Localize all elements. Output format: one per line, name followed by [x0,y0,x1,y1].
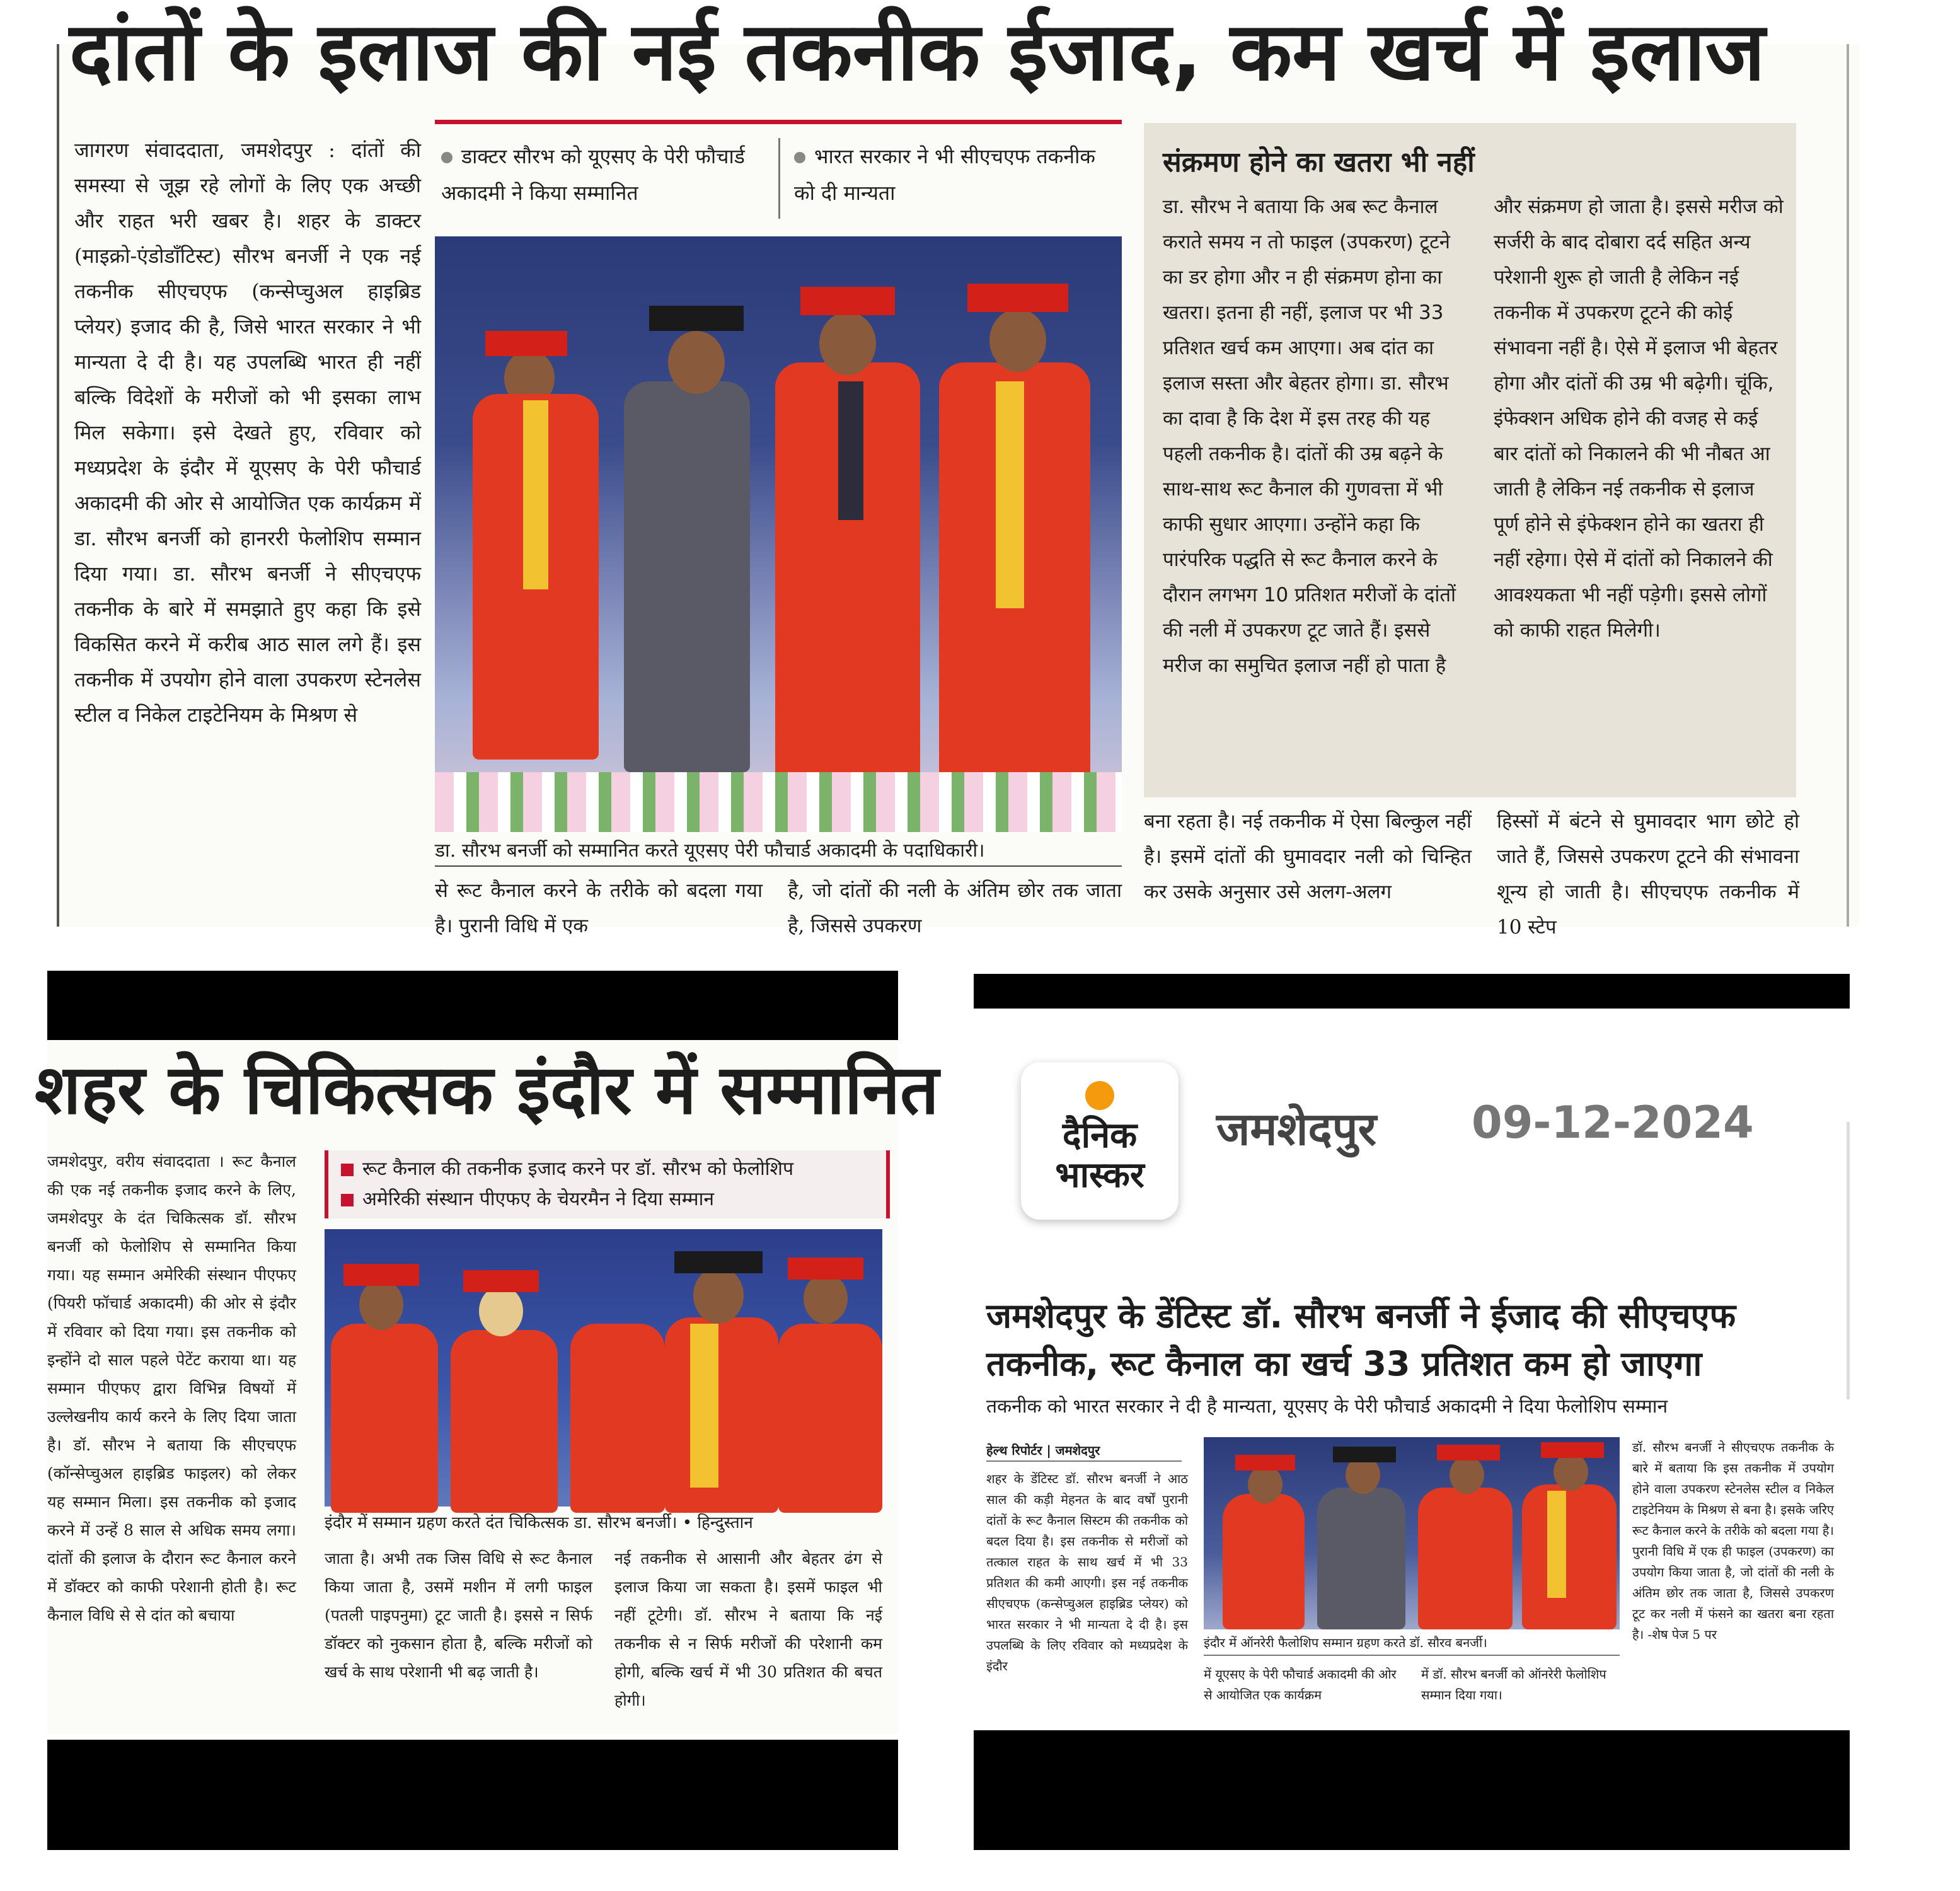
bottom-col-3: बना रहता है। नई तकनीक में ऐसा बिल्कुल नहीं है। इसमें दांतों की घुमावदार नली को चिन्हित कर उसके अनुसार उसे अलग-अलग [1144,810,1472,903]
ceremony-photo-2 [325,1229,882,1506]
logo-line-2: भास्कर [1055,1155,1144,1196]
right-edge-shadow [1847,1122,1850,1399]
bullets-box [325,1150,890,1218]
ceremony-photo-1 [435,236,1122,832]
caption-rule [435,865,1122,867]
article-column-2: जाता है। अभी तक जिस विधि से रूट कैनाल किया जाता है, उसमें मशीन में लगी फाइल (पतली पाइपनुमा) टूट जाती है। इससे न सिर्फ डॉक्टर को नुकसान होता है, बल्कि मरीजों को खर्च के साथ परेशानी भी बढ़ जाती है। [325,1549,592,1681]
sidebar-col-1: डा. सौरभ ने बताया कि अब रूट कैनाल कराते समय न तो फाइल (उपकरण) टूटने का डर होगा और न ही संक्रमण होना का खतरा। इतना ही नहीं, इलाज पर भी 33 प्रतिशत खर्च कम आएगा। अब दांत का इलाज सस्ता और बेहतर होगा। डा. सौरभ का दावा है कि देश में इस तरह की यह पहली तकनीक है। दांतों की उम्र बढ़ने के साथ-साथ रूट कैनाल की गुणवत्ता में भी काफी सुधार आएगा। उन्होंने कहा कि पारंपरिक पद्धति से रूट कैनाल करने के दौरान लगभग 10 प्रतिशत मरीजों के दांतों की नली में उपकरण टूट जाते हैं। इससे मरीज का समुचित इलाज नहीं हो पाता है [1163,195,1456,677]
clipping-hindustan [35,1040,939,1733]
headline: शहर के चिकित्सक इंदौर में सम्मानित [35,1051,939,1130]
photo-1-caption: डा. सौरभ बनर्जी को सम्मानित करते यूएसए पेरी फौचार्ड अकादमी के पदाधिकारी। [435,840,985,862]
square-bullet-icon [341,1164,354,1176]
black-band-bottom-right [974,1730,1850,1850]
highlight-2-text: भारत सरकार ने भी सीएचएफ तकनीक को दी मान्यता [794,144,1095,205]
subhead: तकनीक को भारत सरकार ने दी है मान्यता, यूएसए के पेरी फौचार्ड अकादमी ने दिया फेलोशिप सम्मान [986,1396,1668,1418]
highlight-1-text: डाक्टर सौरभ को यूएसए के पेरी फौचार्ड अकादमी ने किया सम्मानित [441,144,745,205]
bhaskar-logo [1021,1062,1179,1220]
black-band-bottom-left [47,1740,898,1850]
below-photo-col-a: से रूट कैनाल करने के तरीके को बदला गया है। पुरानी विधि में एक [435,879,763,937]
headline: जमशेदपुर के डेंटिस्ट डॉ. सौरभ बनर्जी ने ईजाद की सीएचएफ तकनीक, रूट कैनाल का खर्च 33 प्रतिशत कम हो जाएगा [986,1296,1736,1384]
divider [778,138,780,219]
caption-rule [1204,1655,1620,1656]
city-label: जमशेदपुर [1216,1102,1377,1155]
ceremony-photo-3 [1204,1437,1620,1629]
clipping-jagran [57,5,1859,939]
highlight-1 [441,138,769,211]
below-photo-col-b: है, जो दांतों की नली के अंतिम छोर तक जाता है, जिससे उपकरण [788,879,1122,937]
bullet-icon [441,152,453,163]
date-label: 09-12-2024 [1472,1097,1754,1148]
headline-partial: दांतों के इलाज की नई तकनीक ईजाद, कम खर्च में इलाज [69,5,1765,99]
sidebar-col-2: और संक्रमण हो जाता है। इससे मरीज को सर्जरी के बाद दोबारा दर्द सहित अन्य परेशानी शुरू हो जाती है लेकिन नई तकनीक में उपकरण टूटने की कोई संभावना नहीं है। ऐसे में इलाज भी बेहतर होगा और दांतों की उम्र भी बढ़ेगी। चूंकि, इंफेक्शन अधिक होने की वजह से कई बार दांतों को निकालने की भी नौबत आ जाती है लेकिन नई तकनीक से इलाज पूर्ण होने से इंफेक्शन होने का खतरा ही नहीं रहेगा। ऐसे में दांतों को निकालने की आवश्यकता भी नहीं पड़ेगी। इससे लोगों को काफी राहत मिलेगी। [1494,195,1784,642]
square-bullet-icon [341,1194,354,1206]
bullet-2 [341,1186,714,1213]
article-column-1: जमशेदपुर, वरीय संवाददाता । रूट कैनाल की एक नई तकनीक इजाद करने के लिए, जमशेदपुर के दंत चिकित्सक डॉ. सौरभ बनर्जी को फेलोशिप से सम्मानित किया गया। यह सम्मान अमेरिकी संस्थान पीएफए (पियरी फॉचार्ड अकादमी) की ओर से इंदौर में रविवार को दिया गया। इस तकनीक को इन्होंने दो साल पहले पेटेंट कराया था। यह सम्मान पीएफए द्वारा विभिन्न विषयों में उल्लेखनीय कार्य करने के लिए दिया जाता है। डॉ. सौरभ ने बताया कि सीएचएफ (कॉन्सेप्चुअल हाइब्रिड फाइलर) को लेकर यह सम्मान मिला। इस तकनीक को इजाद करने में उन्हें 8 साल से अधिक समय लगा। दांतों की इलाज के दौरान रूट कैनाल करने में डॉक्टर को काफी परेशानी होती है। रूट कैनाल विधि से से दांत को बचाया [47,1152,296,1624]
byline: हेल्थ रिपोर्टर | जमशेदपुर [986,1440,1182,1462]
bottom-col-4: हिस्सों में बंटने से घुमावदार भाग छोटे हो जाते हैं, जिससे उपकरण टूटने की संभावना शून्य हो जाती है। सीएचएफ तकनीक में 10 स्टेप [1497,810,1799,939]
black-band-top-left [47,971,898,1040]
below-photo-b: में डॉ. सौरभ बनर्जी को ऑनरेरी फेलोशिप सम्मान दिया गया। [1421,1667,1606,1703]
article-column-3: डॉ. सौरभ बनर्जी ने सीएचएफ तकनीक के बारे में बताया कि इस तकनीक में उपयोग होने वाला उपकरण स्टेनलेस स्टील व निकेल टाइटेनियम के मिश्रण से बना है। इसके जरिए रूट कैनाल करने के तरीके को बदला गया है। पुरानी विधि में एक ही फाइल (उपकरण) का उपयोग किया जाता है, जो दांतों की नली के अंतिम छोर तक जाता है, जिससे उपकरण टूट कर नली में फंसने का खतरा बना रहता है। -शेष पेज 5 पर [1632,1440,1834,1642]
right-rule [1847,44,1849,927]
article-column-3: नई तकनीक से आसानी और बेहतर ढंग से इलाज किया जा सकता है। इसमें फाइल भी नहीं टूटेगी। डॉ. सौरभ ने बताया कि नई तकनीक से न सिर्फ मरीजों की परेशानी कम होगी, बल्कि खर्च में भी 30 प्रतिशत की बचत होगी। [614,1549,882,1709]
article-column-1: जागरण संवाददाता, जमशेदपुर : दांतों की समस्या से जूझ रहे लोगों के लिए एक अच्छी और राहत भरी खबर है। शहर के डाक्टर (माइक्रो-एंडोडॉंटिस्ट) सौरभ बनर्जी ने एक नई तकनीक सीएचएफ (कन्सेप्चुअल हाइब्रिड प्लेयर) इजाद की है, जिसे भारत सरकार ने भी मान्यता दे दी है। यह उपलब्धि भारत ही नहीं बल्कि विदेशों के मरीजों को भी इसका लाभ मिल सकेगा। इसे देखते हुए, रविवार को मध्यप्रदेश के इंदौर में यूएसए के पेरी फौचार्ड अकादमी की ओर से आयोजित एक कार्यक्रम में डा. सौरभ बनर्जी को हानररी फेलोशिप सम्मान दिया गया। डा. सौरभ बनर्जी ने सीएचएफ तकनीक के बारे में समझाते हुए कहा कि इसे विकसित करने में करीब आठ साल लगे हैं। इस तकनीक में उपयोग होने वाला उपकरण स्टेनलेस स्टील व निकेल टाइटेनियम के मिश्रण से [74,138,421,727]
bullet-icon [794,152,805,163]
highlight-box [435,120,1122,241]
bullet-2-text: अमेरिकी संस्थान पीएफए के चेयरमैन ने दिया सम्मान [362,1188,715,1210]
article-column-1: शहर के डेंटिस्ट डॉ. सौरभ बनर्जी ने आठ साल की कड़ी मेहनत के बाद वर्षों पुरानी दांतों के रूट कैनाल सिस्टम की तकनीक को बदल दिया है। इस तकनीक से मरीजों को तत्काल राहत के साथ खर्च में भी 33 प्रतिशत की कमी आएगी। इस नई तकनीक सीएचएफ (कन्सेप्चुअल हाइब्रिड प्लेयर) को भारत सरकार ने भी मान्यता दे दी है। इस उपलब्धि के लिए रविवार को मध्यप्रदेश के इंदौर [986,1471,1188,1674]
photo-2-caption: इंदौर में सम्मान ग्रहण करते दंत चिकित्सक डा. सौरभ बनर्जी। • हिन्दुस्तान [325,1513,753,1532]
highlight-2 [794,138,1109,211]
logo-line-1: दैनिक [1062,1115,1138,1156]
sun-icon [1085,1081,1114,1110]
below-photo-a: में यूएसए के पेरी फौचार्ड अकादमी की ओर से आयोजित एक कार्यक्रम [1204,1667,1397,1703]
bullet-1 [341,1155,793,1183]
black-band-top-right [974,974,1850,1009]
sidebar-box [1144,123,1796,797]
bullet-1-text: रूट कैनाल की तकनीक इजाद करने पर डॉ. सौरभ को फेलोशिप [362,1158,793,1180]
clipping-bhaskar [974,1009,1850,1727]
photo-3-caption: इंदौर में ऑनरेरी फैलोशिप सम्मान ग्रहण करते डॉ. सौरव बनर्जी। [1204,1635,1487,1650]
sidebar-title: संक्रमण होने का खतरा भी नहीं [1163,146,1475,178]
left-rule [57,44,59,927]
